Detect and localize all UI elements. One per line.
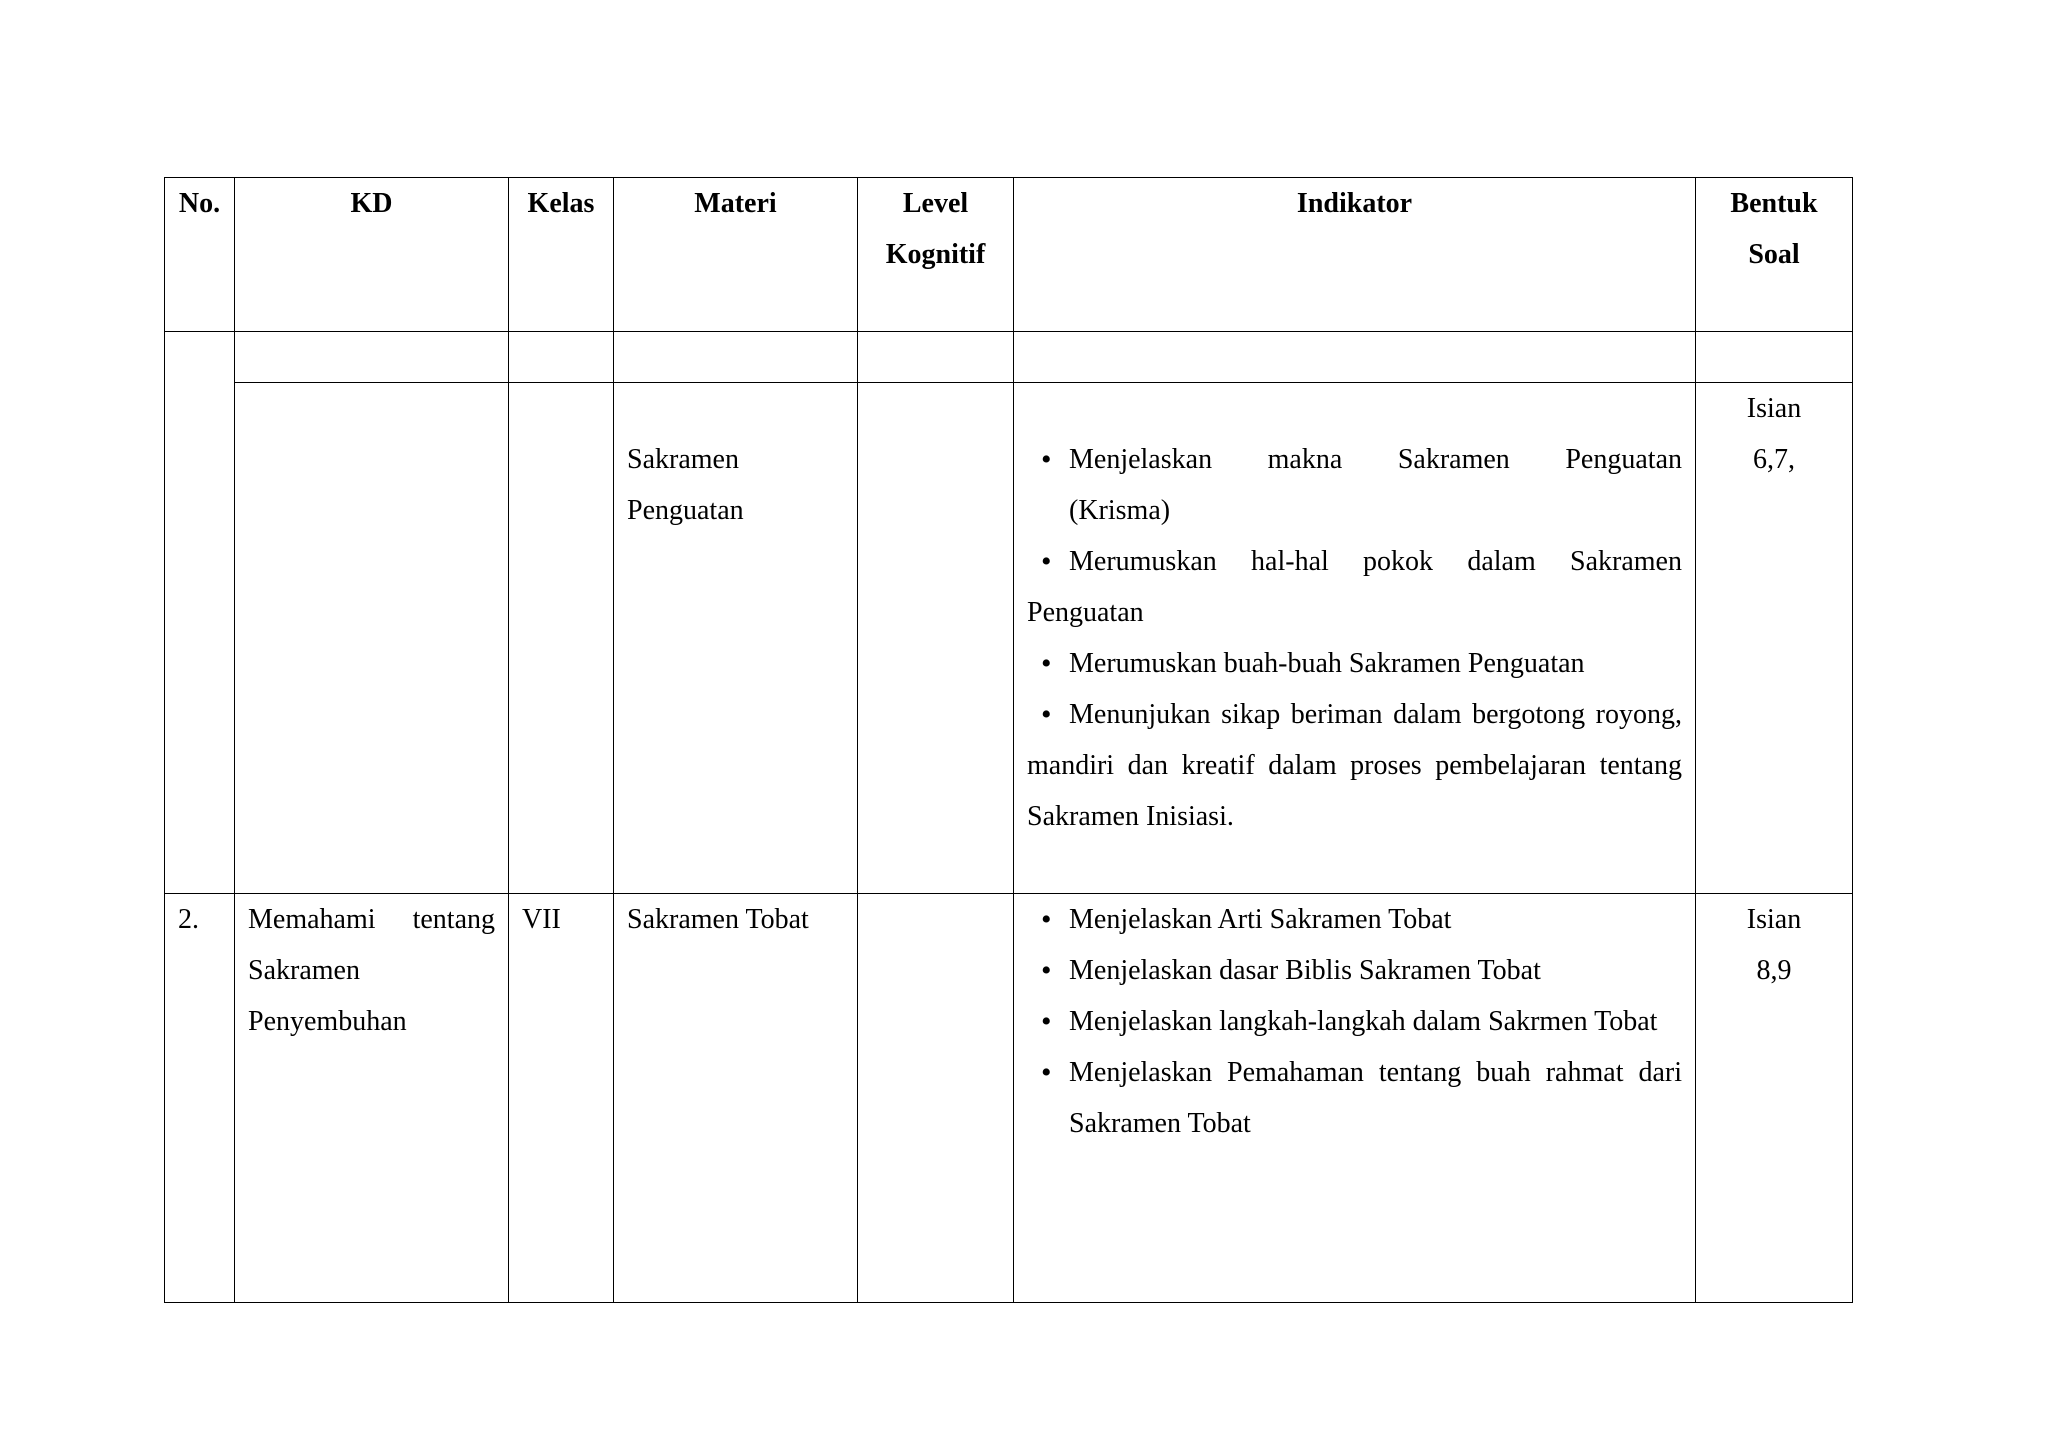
header-level-kognitif <box>858 178 1014 332</box>
header-row <box>165 178 1853 332</box>
row1-indikator-list <box>1027 434 1682 842</box>
list-item: • Menunjukan sikap beriman dalam bergotong royong, mandiri dan kreatif dalam proses pembelajaran tentang Sakramen Inisiasi. <box>1027 689 1682 842</box>
empty-cell <box>235 332 509 383</box>
header-materi: Materi <box>614 178 858 332</box>
row1-bentuk-line2: 6,7, <box>1753 444 1795 475</box>
table-row <box>165 894 1853 1303</box>
list-item: • Menjelaskan makna Sakramen Penguatan (Krisma) <box>1027 434 1682 536</box>
header-level-line2: Kognitif <box>885 239 986 270</box>
header-bentuk-line2: Soal <box>1748 239 1800 270</box>
empty-cell <box>1014 332 1696 383</box>
table-row <box>165 383 1853 894</box>
header-kelas: Kelas <box>509 178 614 332</box>
row1-bentuk-cell <box>1696 383 1853 894</box>
list-item: • Menjelaskan dasar Biblis Sakramen Tobat <box>1027 945 1682 996</box>
row1-materi-cell <box>614 383 858 894</box>
empty-cell <box>858 332 1014 383</box>
header-bentuk-line1: Bentuk <box>1730 188 1818 219</box>
row2-bentuk-line1: Isian <box>1746 904 1802 935</box>
list-item: • Merumuskan buah-buah Sakramen Penguatan <box>1027 638 1682 689</box>
row1-no-cell <box>165 332 235 894</box>
row2-indikator-list <box>1027 894 1682 1149</box>
kisi-kisi-table <box>164 177 1853 1303</box>
header-level-line1: Level <box>902 188 969 219</box>
list-item: • Merumuskan hal-hal pokok dalam Sakramen Penguatan <box>1027 536 1682 638</box>
empty-cell <box>614 332 858 383</box>
row2-indikator-cell <box>1014 894 1696 1303</box>
row1-indikator-cell <box>1014 383 1696 894</box>
empty-cell <box>509 332 614 383</box>
row1-bentuk-line1: Isian <box>1746 393 1802 424</box>
row2-no-cell: 2. <box>165 894 235 1303</box>
header-kd: KD <box>235 178 509 332</box>
row2-level-cell <box>858 894 1014 1303</box>
header-no: No. <box>165 178 235 332</box>
row2-kd-cell: Memahami tentang Sakramen Penyembuhan <box>235 894 509 1303</box>
header-indikator: Indikator <box>1014 178 1696 332</box>
list-item: • Menjelaskan Arti Sakramen Tobat <box>1027 894 1682 945</box>
list-item: • Menjelaskan Pemahaman tentang buah rahmat dari Sakramen Tobat <box>1027 1047 1682 1149</box>
row1-kd-cell <box>235 383 509 894</box>
row2-bentuk-cell <box>1696 894 1853 1303</box>
row2-bentuk-line2: 8,9 <box>1756 955 1792 986</box>
empty-cell <box>1696 332 1853 383</box>
row1-kelas-cell <box>509 383 614 894</box>
row2-materi-cell: Sakramen Tobat <box>614 894 858 1303</box>
empty-row <box>165 332 1853 383</box>
row2-kelas-cell: VII <box>509 894 614 1303</box>
row1-materi-line1: Sakramen <box>627 444 739 475</box>
header-bentuk-soal <box>1696 178 1853 332</box>
list-item: • Menjelaskan langkah-langkah dalam Sakrmen Tobat <box>1027 996 1682 1047</box>
row1-materi-line2: Penguatan <box>627 495 744 526</box>
row1-level-cell <box>858 383 1014 894</box>
